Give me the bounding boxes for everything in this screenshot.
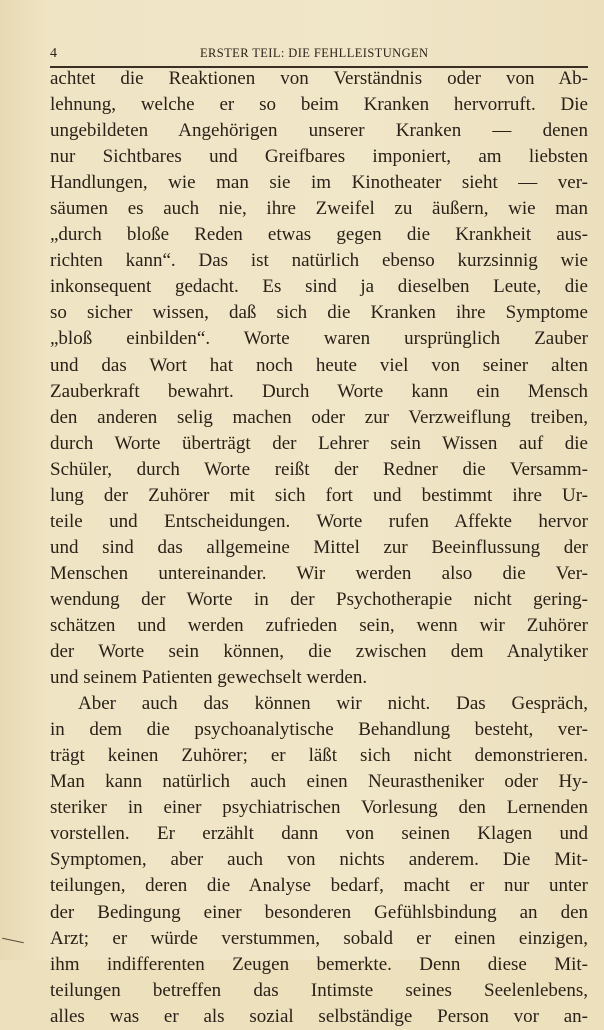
- text-line: Menschen untereinander. Wir werden also die Ver-: [50, 562, 588, 584]
- text-line: lehnung, welche er so beim Kranken hervorruft. Die: [50, 94, 588, 116]
- text-line: lung der Zuhörer mit sich fort und bestimmt ihre Ur-: [50, 484, 588, 506]
- text-line: teile und Entscheidungen. Worte rufen Affekte hervor: [50, 510, 588, 532]
- text-line: „bloß einbilden“. Worte waren ursprünglich Zauber: [50, 328, 588, 350]
- text-line: achtet die Reaktionen von Verständnis oder von Ab-: [50, 68, 588, 89]
- page-header: [50, 40, 588, 68]
- text-line: Arzt; er würde verstummen, sobald er einen einzigen,: [50, 927, 588, 949]
- text-line: Man kann natürlich auch einen Neurastheniker oder Hy-: [50, 771, 588, 793]
- text-line: den anderen selig machen oder zur Verzweiflung treiben,: [50, 406, 588, 428]
- body-text: [50, 66, 588, 1030]
- text-line: ungebildeten Angehörigen unserer Kranken — denen: [50, 120, 588, 142]
- text-line: säumen es auch nie, ihre Zweifel zu äußern, wie man: [50, 198, 588, 220]
- margin-pencil-mark: [2, 938, 24, 944]
- page-number: 4: [50, 46, 57, 61]
- text-line: der Worte sein können, die zwischen dem Analytiker: [50, 641, 588, 663]
- text-line: Handlungen, wie man sie im Kinotheater sieht — ver-: [50, 172, 588, 194]
- text-line: und sind das allgemeine Mittel zur Beeinflussung der: [50, 536, 588, 558]
- text-line: inkonsequent gedacht. Es sind ja dieselben Leute, die: [50, 276, 588, 298]
- text-line: durch Worte überträgt der Lehrer sein Wissen auf die: [50, 432, 588, 454]
- text-line: teilungen, deren die Analyse bedarf, macht er nur unter: [50, 875, 588, 897]
- paragraph-end-line: und seinem Patienten gewechselt werden.: [50, 667, 368, 689]
- text-line: trägt keinen Zuhörer; er läßt sich nicht demonstrieren.: [50, 745, 588, 767]
- text-line: alles was er als sozial selbständige Person vor an-: [50, 1005, 588, 1027]
- running-head: ERSTER TEIL: DIE FEHLLEISTUNGEN: [200, 46, 429, 60]
- text-line: vorstellen. Er erzählt dann von seinen Klagen und: [50, 823, 588, 845]
- text-line: so sicher wissen, daß sich die Kranken ihre Symptome: [50, 302, 588, 324]
- text-line: wendung der Worte in der Psychotherapie nicht gering-: [50, 588, 588, 610]
- text-line: richten kann“. Das ist natürlich ebenso kurzsinnig wie: [50, 250, 588, 272]
- text-line: schätzen und werden zufrieden sein, wenn wir Zuhörer: [50, 614, 588, 636]
- text-line: ihm indifferenten Zeugen bemerkte. Denn diese Mit-: [50, 953, 588, 975]
- text-line: nur Sichtbares und Greifbares imponiert, am liebsten: [50, 146, 588, 168]
- text-line: und das Wort hat noch heute viel von seiner alten: [50, 354, 588, 376]
- text-line: teilungen betreffen das Intimste seines Seelenlebens,: [50, 979, 588, 1001]
- text-line: „durch bloße Reden etwas gegen die Krankheit aus-: [50, 224, 588, 246]
- text-line: Schüler, durch Worte reißt der Redner die Versamm-: [50, 458, 588, 480]
- text-line: Symptomen, aber auch von nichts anderem. Die Mit-: [50, 849, 588, 871]
- text-line: der Bedingung einer besonderen Gefühlsbindung an den: [50, 901, 588, 923]
- text-line: in dem die psychoanalytische Behandlung besteht, ver-: [50, 719, 588, 741]
- paragraph-start-line: Aber auch das können wir nicht. Das Gespräch,: [78, 693, 588, 715]
- text-line: steriker in einer psychiatrischen Vorlesung den Lernenden: [50, 797, 588, 819]
- text-line: Zauberkraft bewahrt. Durch Worte kann ein Mensch: [50, 380, 588, 402]
